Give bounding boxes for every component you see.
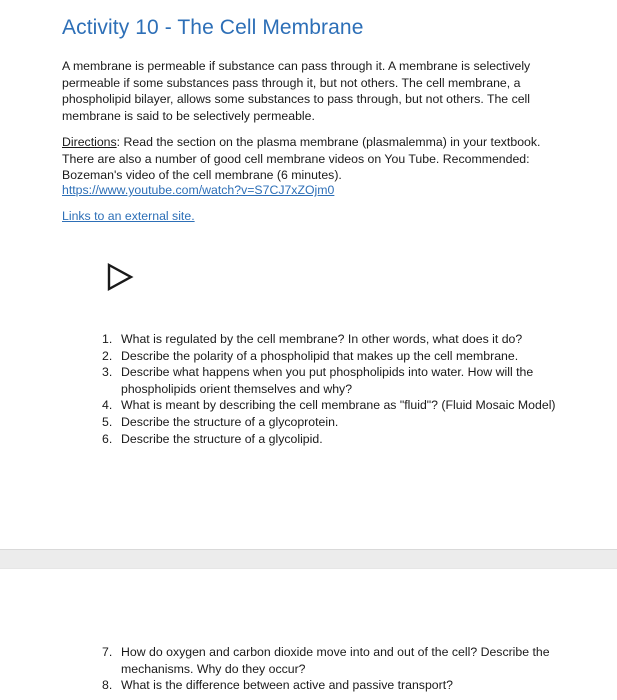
question-text: Describe the structure of a glycolipid.	[121, 431, 323, 446]
question-text: Describe the polarity of a phospholipid that makes up the cell membrane.	[121, 348, 519, 363]
question-number: 1.	[102, 332, 113, 346]
question-list-continued	[0, 644, 617, 694]
question-item	[0, 644, 561, 677]
question-text: How do oxygen and carbon dioxide move into and out of the cell? Describe the mechanisms. Why do they occur?	[121, 645, 550, 676]
question-item	[0, 348, 561, 365]
question-item	[0, 414, 561, 431]
question-item	[0, 677, 561, 694]
question-text: Describe what happens when you put phospholipids into water. How will the phospholipids orient themselves and why?	[121, 365, 534, 396]
directions-text: : Read the section on the plasma membrane (plasmalemma) in your textbook. There are also a number of good cell membrane videos on You Tube. Recommended: Bozeman's video of the cell membrane (6 minutes).	[62, 135, 541, 183]
question-text: What is the difference between active and passive transport?	[121, 678, 453, 693]
directions-label: Directions	[62, 135, 117, 150]
question-number: 2.	[102, 348, 113, 363]
play-icon	[104, 262, 134, 292]
question-item	[0, 397, 561, 414]
question-number: 7.	[102, 645, 113, 659]
directions-paragraph	[62, 134, 562, 184]
question-item	[0, 364, 561, 397]
question-number: 4.	[102, 398, 113, 413]
play-button[interactable]	[104, 262, 134, 292]
question-item	[0, 331, 561, 348]
page-break-divider	[0, 549, 617, 569]
question-list	[0, 331, 617, 447]
question-item	[0, 431, 561, 448]
question-text: What is meant by describing the cell membrane as "fluid"? (Fluid Mosaic Model)	[121, 398, 556, 413]
question-number: 6.	[102, 431, 113, 446]
question-number: 5.	[102, 414, 113, 429]
question-number: 8.	[102, 678, 113, 693]
intro-paragraph: A membrane is permeable if substance can pass through it. A membrane is selectively permeable if some substances pass through it, but not others. The cell membrane, a phospholipid bilayer, allows some substances to pass through, but not others. The cell membrane is said to be selectively permeable.	[62, 59, 531, 124]
video-link[interactable]: https://www.youtube.com/watch?v=S7CJ7xZOjm0	[62, 183, 335, 197]
page-title: Activity 10 - The Cell Membrane	[62, 16, 364, 40]
question-number: 3.	[102, 365, 113, 380]
question-text: What is regulated by the cell membrane? In other words, what does it do?	[121, 332, 523, 346]
question-text: Describe the structure of a glycoprotein.	[121, 414, 339, 429]
external-site-link[interactable]: Links to an external site.	[62, 209, 195, 223]
